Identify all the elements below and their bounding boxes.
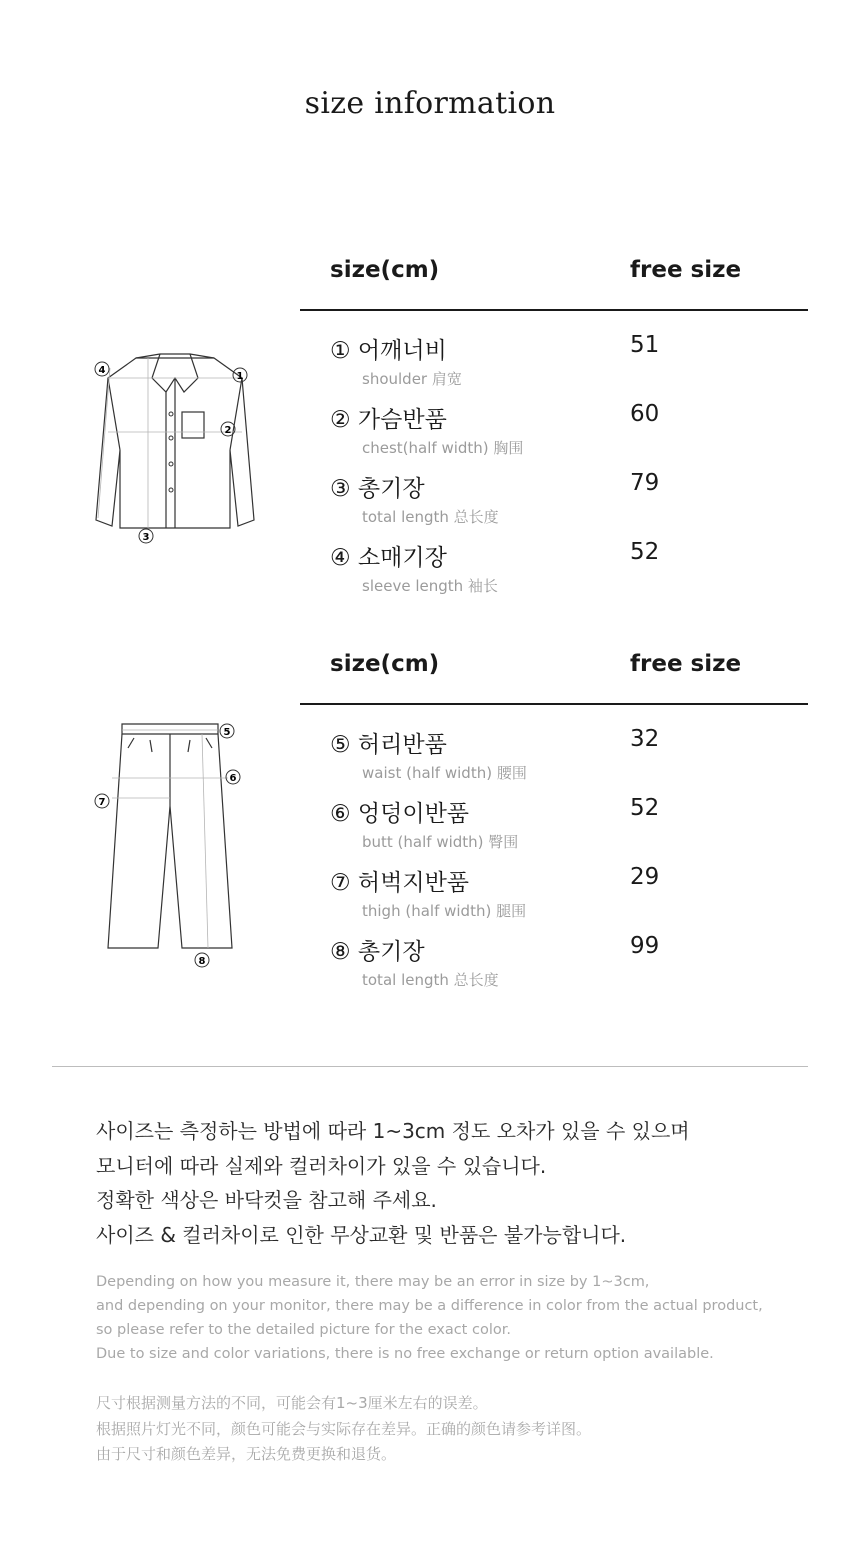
measure-subtitle: sleeve length 袖长: [362, 577, 498, 595]
header-size: free size: [630, 257, 742, 283]
table-row: [300, 726, 808, 795]
notice-line: Due to size and color variations, there is no free exchange or return option available.: [96, 1346, 714, 1362]
measure-subtitle: butt (half width) 臀围: [362, 833, 519, 851]
pants-size-table: [300, 647, 808, 1002]
measure-subtitle: chest(half width) 胸围: [362, 439, 524, 457]
measure-name: ② 가슴반품: [330, 407, 447, 433]
marker-6: 6: [229, 773, 237, 784]
marker-7: 7: [98, 797, 106, 808]
measure-name: ④ 소매기장: [330, 545, 447, 571]
notice-chinese: [96, 1391, 591, 1468]
measure-value: 79: [630, 470, 660, 496]
measure-value: 52: [630, 539, 660, 565]
header-label: size(cm): [330, 651, 440, 677]
measure-name: ③ 총기장: [330, 476, 425, 502]
marker-3: 3: [142, 532, 150, 543]
table-header: [300, 253, 808, 311]
marker-2: 2: [224, 425, 232, 436]
measure-name: ⑧ 총기장: [330, 939, 425, 965]
shirt-illustration: [90, 350, 260, 550]
notice-line: 尺寸根据测量方法的不同，可能会有1~3厘米左右的误差。: [96, 1394, 488, 1412]
measure-value: 51: [630, 332, 660, 358]
measure-name: ⑤ 허리반품: [330, 732, 447, 758]
notice-line: and depending on your monitor, there may be a difference in color from the actual product,: [96, 1298, 763, 1314]
notice-line: 由于尺寸和颜色差异，无法免费更换和退货。: [96, 1445, 397, 1463]
measure-subtitle: waist (half width) 腰围: [362, 764, 527, 782]
table-header: [300, 647, 808, 705]
marker-8: 8: [198, 956, 206, 967]
notice-line: 사이즈 & 컬러차이로 인한 무상교환 및 반품은 불가능합니다.: [96, 1222, 627, 1247]
notice-line: 정확한 색상은 바닥컷을 참고해 주세요.: [96, 1188, 437, 1212]
notice-english: [96, 1270, 763, 1366]
measure-value: 99: [630, 933, 660, 959]
table-row: [300, 795, 808, 864]
section-divider: [52, 1066, 808, 1067]
table-row: [300, 470, 808, 539]
measure-name: ⑥ 엉덩이반품: [330, 801, 470, 827]
table-row: [300, 401, 808, 470]
measure-subtitle: total length 总长度: [362, 971, 499, 989]
notice-line: 모니터에 따라 실제와 컬러차이가 있을 수 있습니다.: [96, 1153, 547, 1178]
table-row: [300, 332, 808, 401]
marker-1: 1: [236, 371, 244, 382]
measure-subtitle: total length 总长度: [362, 508, 499, 526]
measure-name: ⑦ 허벅지반품: [330, 870, 470, 896]
notice-line: Depending on how you measure it, there may be an error in size by 1~3cm,: [96, 1274, 650, 1290]
header-label: size(cm): [330, 257, 440, 283]
notice-line: so please refer to the detailed picture for the exact color.: [96, 1322, 511, 1338]
measure-value: 60: [630, 401, 660, 427]
measure-subtitle: thigh (half width) 腿围: [362, 902, 527, 920]
measure-value: 29: [630, 864, 660, 890]
measure-subtitle: shoulder 肩宽: [362, 370, 462, 388]
notice-line: 사이즈는 측정하는 방법에 따라 1~3cm 정도 오차가 있을 수 있으며: [96, 1119, 690, 1143]
measure-value: 32: [630, 726, 660, 752]
measure-name: ① 어깨너비: [330, 338, 447, 364]
header-size: free size: [630, 651, 742, 677]
shirt-size-table: [300, 253, 808, 608]
marker-5: 5: [223, 727, 231, 738]
table-row: [300, 539, 808, 608]
marker-4: 4: [98, 365, 106, 376]
measure-value: 52: [630, 795, 660, 821]
pants-illustration: [90, 718, 250, 970]
table-row: [300, 933, 808, 1002]
table-row: [300, 864, 808, 933]
notice-line: 根据照片灯光不同，颜色可能会与实际存在差异。正确的颜色请参考详图。: [96, 1419, 592, 1438]
page-title: size information: [304, 86, 556, 121]
notice-korean: [96, 1114, 690, 1252]
